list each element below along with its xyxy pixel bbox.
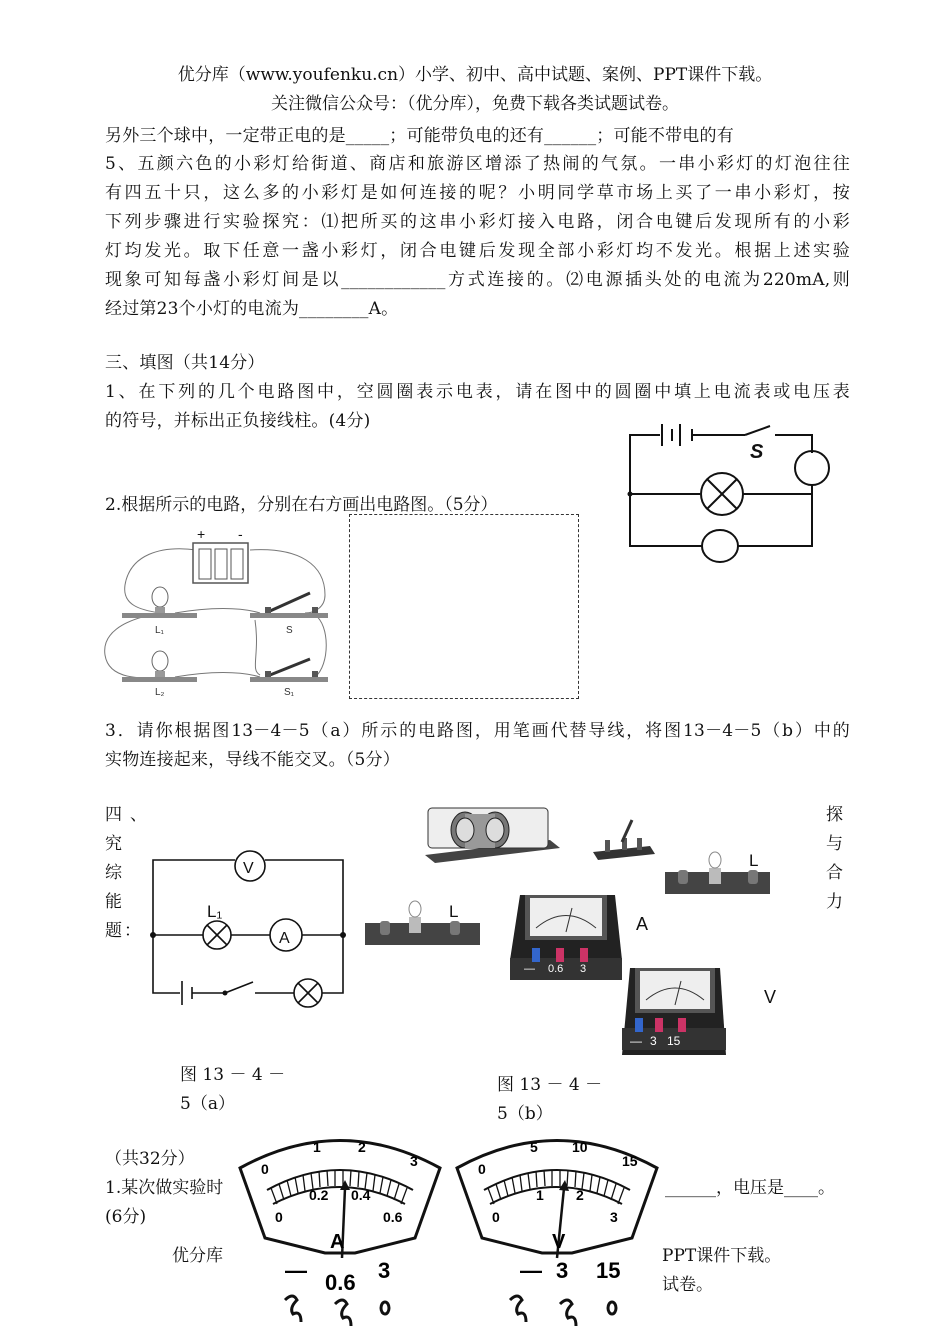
- fig-a-voltmeter-symbol: V: [243, 860, 254, 877]
- ammeter-terminal-coils: [285, 1296, 389, 1326]
- dial-a-bottom-3: 0.6: [383, 1209, 403, 1225]
- sec4-colon: ：: [124, 921, 141, 941]
- dial-a-term-06: 0.6: [325, 1270, 356, 1295]
- q5-line-1: 5、五颜六色的小彩灯给街道、商店和旅游区增添了热闹的气氛。一串小彩灯的灯泡往往: [105, 154, 850, 174]
- dial-a-top-1: 1: [313, 1139, 321, 1155]
- fig-a-ammeter-symbol: A: [279, 930, 290, 947]
- sec4-right-char-2: 与: [826, 834, 843, 854]
- dial-v-term-3: 3: [556, 1258, 569, 1283]
- dial-v-unit: V: [552, 1231, 566, 1253]
- fig-b-ammeter-term-06: 0.6: [548, 963, 564, 975]
- figure-b-components: [360, 800, 820, 1065]
- dial-v-top-0: 0: [478, 1161, 486, 1177]
- figure-physical-circuit: [100, 525, 340, 700]
- fig-b-ammeter-term-3: 3: [580, 963, 587, 975]
- s3-q2-text: 2.根据所示的电路，分别在右方画出电路图。（5分）: [105, 495, 498, 515]
- section3-title: 三、填图（共14分）: [105, 353, 265, 373]
- fig-b-voltmeter-term-15: 15: [667, 1034, 681, 1048]
- drawing-answer-box[interactable]: [349, 514, 579, 699]
- dial-a-bottom-1: 0.2: [309, 1187, 329, 1203]
- fig-b-voltmeter-term-neg: —: [630, 1034, 642, 1048]
- q5-line-5: 现象可知每盏小彩灯间是以____________方式连接的。⑵电源插头处的电流为220mA,则: [105, 270, 850, 290]
- footer-mid: PPT课件下载。: [662, 1246, 782, 1266]
- sec4-left-char-6: 题: [105, 921, 122, 941]
- fig-b-voltmeter-term-3: 3: [650, 1034, 657, 1048]
- dial-a-bottom-2: 0.4: [351, 1187, 371, 1203]
- fig2-minus-label: -: [238, 526, 243, 542]
- sec4-left-char-4: 综: [105, 863, 122, 883]
- sec4-right-char-3: 合: [826, 863, 843, 883]
- fig-b-ammeter-label: A: [636, 914, 649, 934]
- fig2-plus-label: +: [197, 526, 206, 542]
- voltmeter-dial: [452, 1128, 662, 1342]
- q5-line-3: 下列步骤进行实验探究：⑴把所买的这串小彩灯接入电路，闭合电键后发现所有的小彩: [105, 212, 850, 232]
- fig2-switch2-label: S₁: [284, 687, 295, 698]
- q4-tail-text: 另外三个球中，一定带正电的是_____；可能带负电的还有______；可能不带电的有: [105, 126, 734, 146]
- fig-a-lamp-label: L₁: [207, 902, 223, 921]
- fig-b-caption-2: 5（b）: [497, 1104, 553, 1124]
- dial-v-term-neg: —: [520, 1258, 542, 1283]
- fig-a-caption-1: 图 13 － 4 －: [180, 1065, 286, 1085]
- fig-b-voltmeter-label: V: [764, 987, 777, 1007]
- dial-a-top-0: 0: [261, 1161, 269, 1177]
- fig-b-caption-1: 图 13 － 4 －: [497, 1075, 603, 1095]
- s3-q3-line-2: 实物连接起来，导线不能交叉。（5分）: [105, 750, 400, 770]
- dial-v-term-15: 15: [596, 1258, 621, 1283]
- sec4-left-char-5: 能: [105, 892, 122, 912]
- s3-q3-line-1: 3．请你根据图13－4－5（a）所示的电路图，用笔画代替导线，将图13－4－5（b）中的: [105, 721, 850, 741]
- s3-q1-line-1: 1、在下列的几个电路图中，空圆圈表示电表，请在图中的圆圈中填上电流表或电压表: [105, 382, 850, 402]
- sec4-right-char-1: 探: [826, 805, 843, 825]
- dial-v-bottom-3: 3: [610, 1209, 618, 1225]
- q5-line-2: 有四五十只，这么多的小彩灯是如何连接的呢？小明同学草市场上买了一串小彩灯，按: [105, 183, 850, 203]
- dial-a-unit: A: [330, 1231, 345, 1253]
- q5-line-6: 经过第23个小灯的电流为________A。: [105, 299, 399, 319]
- dial-a-term-3: 3: [378, 1258, 391, 1283]
- fig-b-ammeter-term-neg: —: [524, 963, 535, 975]
- sec4-q1-start: 1.某次做实验时: [105, 1178, 224, 1198]
- dial-v-top-1: 5: [530, 1139, 538, 1155]
- fig-b-lamp-left: [365, 901, 480, 945]
- figure-a-circuit: [145, 845, 355, 1005]
- ammeter-dial: [235, 1128, 445, 1342]
- dial-v-bottom-1: 1: [536, 1187, 544, 1203]
- sec4-q1-score: (6分): [105, 1207, 147, 1227]
- dial-v-top-2: 10: [572, 1139, 588, 1155]
- fig-b-lamp-left-label: L: [449, 902, 459, 921]
- fig2-switch1-label: S: [286, 625, 293, 636]
- voltmeter-terminal-coils: [510, 1296, 616, 1326]
- s3-q1-line-2: 的符号，并标出正负接线柱。(4分): [105, 411, 371, 431]
- sec4-left-char-1: 四: [105, 805, 122, 825]
- figure-circuit-1: [620, 418, 840, 568]
- dial-v-bottom-0: 0: [492, 1209, 500, 1225]
- dial-a-term-neg: —: [285, 1258, 307, 1283]
- footer-left: 优分库: [172, 1246, 223, 1266]
- dial-v-top-3: 15: [622, 1153, 638, 1169]
- fig2-lamp2-label: L₂: [155, 687, 165, 698]
- sec4-left-char-2: 、: [130, 805, 147, 825]
- fig-b-lamp-right-label: L: [749, 851, 759, 870]
- fig2-lamp1-label: L₁: [155, 625, 164, 636]
- fig-b-battery: [425, 808, 560, 863]
- sec4-q1-end: ______，电压是____。: [665, 1178, 835, 1198]
- fig-a-caption-2: 5（a）: [180, 1094, 235, 1114]
- fig-b-switch: [593, 820, 655, 860]
- header-line-2: 关注微信公众号：（优分库），免费下载各类试题试卷。: [271, 94, 679, 114]
- dial-a-top-2: 2: [358, 1139, 366, 1155]
- dial-a-bottom-0: 0: [275, 1209, 283, 1225]
- sec4-left-char-3: 究: [105, 834, 122, 854]
- dial-a-top-3: 3: [410, 1153, 418, 1169]
- footer-mid2: 试卷。: [662, 1275, 713, 1295]
- fig1-switch-label: S: [750, 441, 764, 463]
- header-line-1: 优分库（www.youfenku.cn）小学、初中、高中试题、案例、PPT课件下载。: [177, 65, 773, 85]
- sec4-right-char-4: 力: [826, 892, 843, 912]
- sec4-score: （共32分）: [105, 1149, 195, 1169]
- dial-v-bottom-2: 2: [576, 1187, 584, 1203]
- q5-line-4: 灯均发光。取下任意一盏小彩灯，闭合电键后发现全部小彩灯均不发光。根据上述实验: [105, 241, 850, 261]
